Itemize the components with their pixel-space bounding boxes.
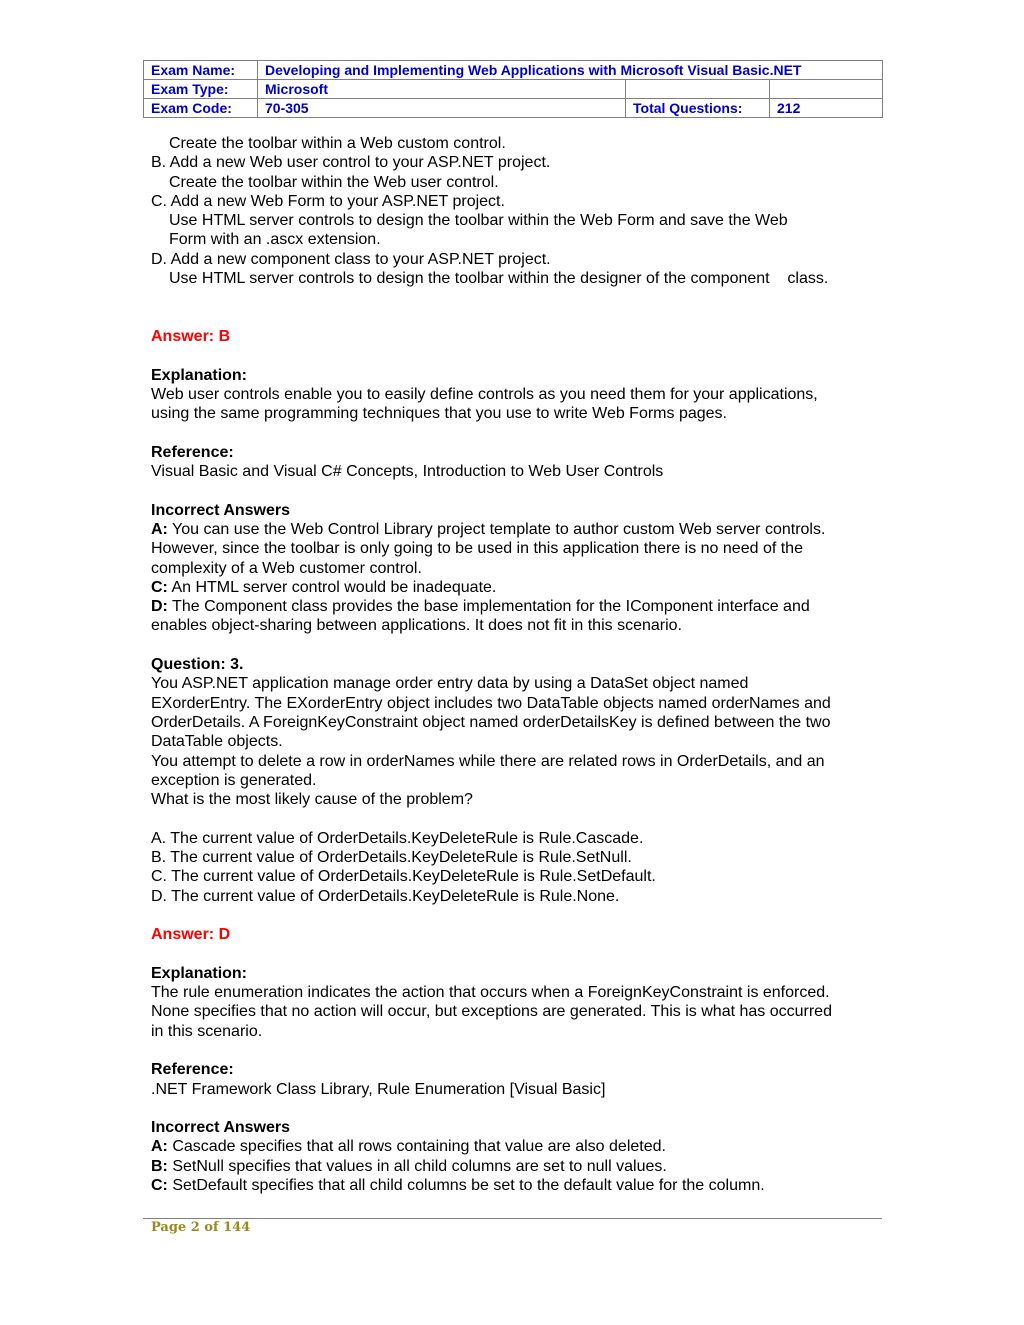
exam-type-label: Exam Type: [144,80,258,99]
q2-reference-text: Visual Basic and Visual C# Concepts, Introduction to Web User Controls [151,463,664,481]
q3-option-d: D. The current value of OrderDetails.KeyDeleteRule is Rule.None. [151,887,620,905]
q3-answer: Answer: D [151,926,231,944]
q2-answer: Answer: B [151,327,231,345]
q2-incorrect-c [151,578,881,597]
exam-name-label: Exam Name: [144,61,258,80]
exam-name-row [144,61,883,80]
q2-incorrect-a-text: However, since the toolbar is only going to be used in this application there is no need of the [151,540,803,558]
q3-reference-text: .NET Framework Class Library, Rule Enumeration [Visual Basic] [151,1080,606,1098]
q2-explanation-heading: Explanation: [151,366,248,384]
q3-incorrect-b [151,1157,881,1176]
q2-option-b-continuation: Create the toolbar within the Web user control. [169,173,499,191]
q2-option-d: D. Add a new component class to your ASP.NET project. [151,250,551,268]
total-questions-label: Total Questions: [626,99,770,118]
exam-code-row [144,99,883,118]
q3-incorrect-a [151,1137,881,1156]
q2-incorrect-a [151,520,881,539]
q3-heading: Question: 3. [151,656,244,674]
q3-option-b: B. The current value of OrderDetails.KeyDeleteRule is Rule.SetNull. [151,848,632,866]
exam-code-value: 70-305 [258,99,626,118]
q2-option-c: C. Add a new Web Form to your ASP.NET project. [151,192,505,210]
q3-text: You ASP.NET application manage order entry data by using a DataSet object named [151,675,749,693]
exam-type-row [144,80,883,99]
q3-text: exception is generated. [151,771,317,789]
q3-explanation-text: in this scenario. [151,1022,263,1040]
q2-incorrect-c-text: An HTML server control would be inadequate. [167,578,497,596]
q3-incorrect-a-label: A: [151,1138,168,1156]
q2-option-c-continuation: Use HTML server controls to design the toolbar within the Web Form and save the Web [169,212,788,230]
page-number: Page 2 of 144 [151,1220,251,1235]
q2-explanation-text: using the same programming techniques that you use to write Web Forms pages. [151,405,727,423]
empty-cell [770,80,883,99]
total-questions-value: 212 [770,99,883,118]
q2-option-b: B. Add a new Web user control to your ASP.NET project. [151,154,551,172]
q3-text: You attempt to delete a row in orderNames while there are related rows in OrderDetails, and an [151,752,825,770]
q3-incorrect-b-label: B: [151,1157,168,1175]
q2-explanation-text: Web user controls enable you to easily define controls as you need them for your applications, [151,385,818,403]
q2-reference-heading: Reference: [151,443,234,461]
q2-option-a-continuation: Create the toolbar within a Web custom control. [169,135,506,152]
exam-name-value: Developing and Implementing Web Applications with Microsoft Visual Basic.NET [258,61,883,80]
q3-text: What is the most likely cause of the problem? [151,791,473,809]
q3-incorrect-c [151,1176,881,1195]
q2-incorrect-d-text: enables object-sharing between applications. It does not fit in this scenario. [151,617,682,635]
document-body [151,134,881,1195]
q3-explanation-text: The rule enumeration indicates the action that occurs when a ForeignKeyConstraint is enforced. [151,984,830,1002]
q3-text: DataTable objects. [151,733,283,751]
q2-incorrect-a-text: You can use the Web Control Library project template to author custom Web server controls. [167,520,826,538]
q2-incorrect-d-text: The Component class provides the base implementation for the IComponent interface and [167,598,810,616]
q3-option-a: A. The current value of OrderDetails.KeyDeleteRule is Rule.Cascade. [151,829,644,847]
q2-option-c-continuation: Form with an .ascx extension. [169,231,381,249]
q2-incorrect-d-label: D: [151,598,168,616]
exam-code-label: Exam Code: [144,99,258,118]
q2-incorrect-heading: Incorrect Answers [151,501,291,519]
q3-explanation-text: None specifies that no action will occur, but exceptions are generated. This is what has occurred [151,1003,832,1021]
empty-cell [626,80,770,99]
q3-text: EXorderEntry. The EXorderEntry object includes two DataTable objects named orderNames and [151,694,831,712]
q2-incorrect-d [151,597,881,616]
exam-type-value: Microsoft [258,80,626,99]
q3-incorrect-c-text: SetDefault specifies that all child columns be set to the default value for the column. [167,1177,765,1195]
q3-incorrect-b-text: SetNull specifies that values in all child columns are set to null values. [167,1157,667,1175]
q2-option-d-continuation: Use HTML server controls to design the toolbar within the designer of the component class. [169,270,829,288]
exam-header-table [143,60,883,118]
q3-option-c: C. The current value of OrderDetails.KeyDeleteRule is Rule.SetDefault. [151,868,656,886]
q2-incorrect-a-text: complexity of a Web customer control. [151,559,422,577]
q3-incorrect-c-label: C: [151,1177,168,1195]
q3-text: OrderDetails. A ForeignKeyConstraint object named orderDetailsKey is defined between the two [151,713,831,731]
q2-incorrect-a-label: A: [151,520,168,538]
q2-incorrect-c-label: C: [151,578,168,596]
footer-divider [143,1218,882,1219]
q3-incorrect-a-text: Cascade specifies that all rows containing that value are also deleted. [167,1138,666,1156]
q3-explanation-heading: Explanation: [151,964,248,982]
q3-reference-heading: Reference: [151,1061,234,1079]
q3-incorrect-heading: Incorrect Answers [151,1119,291,1137]
